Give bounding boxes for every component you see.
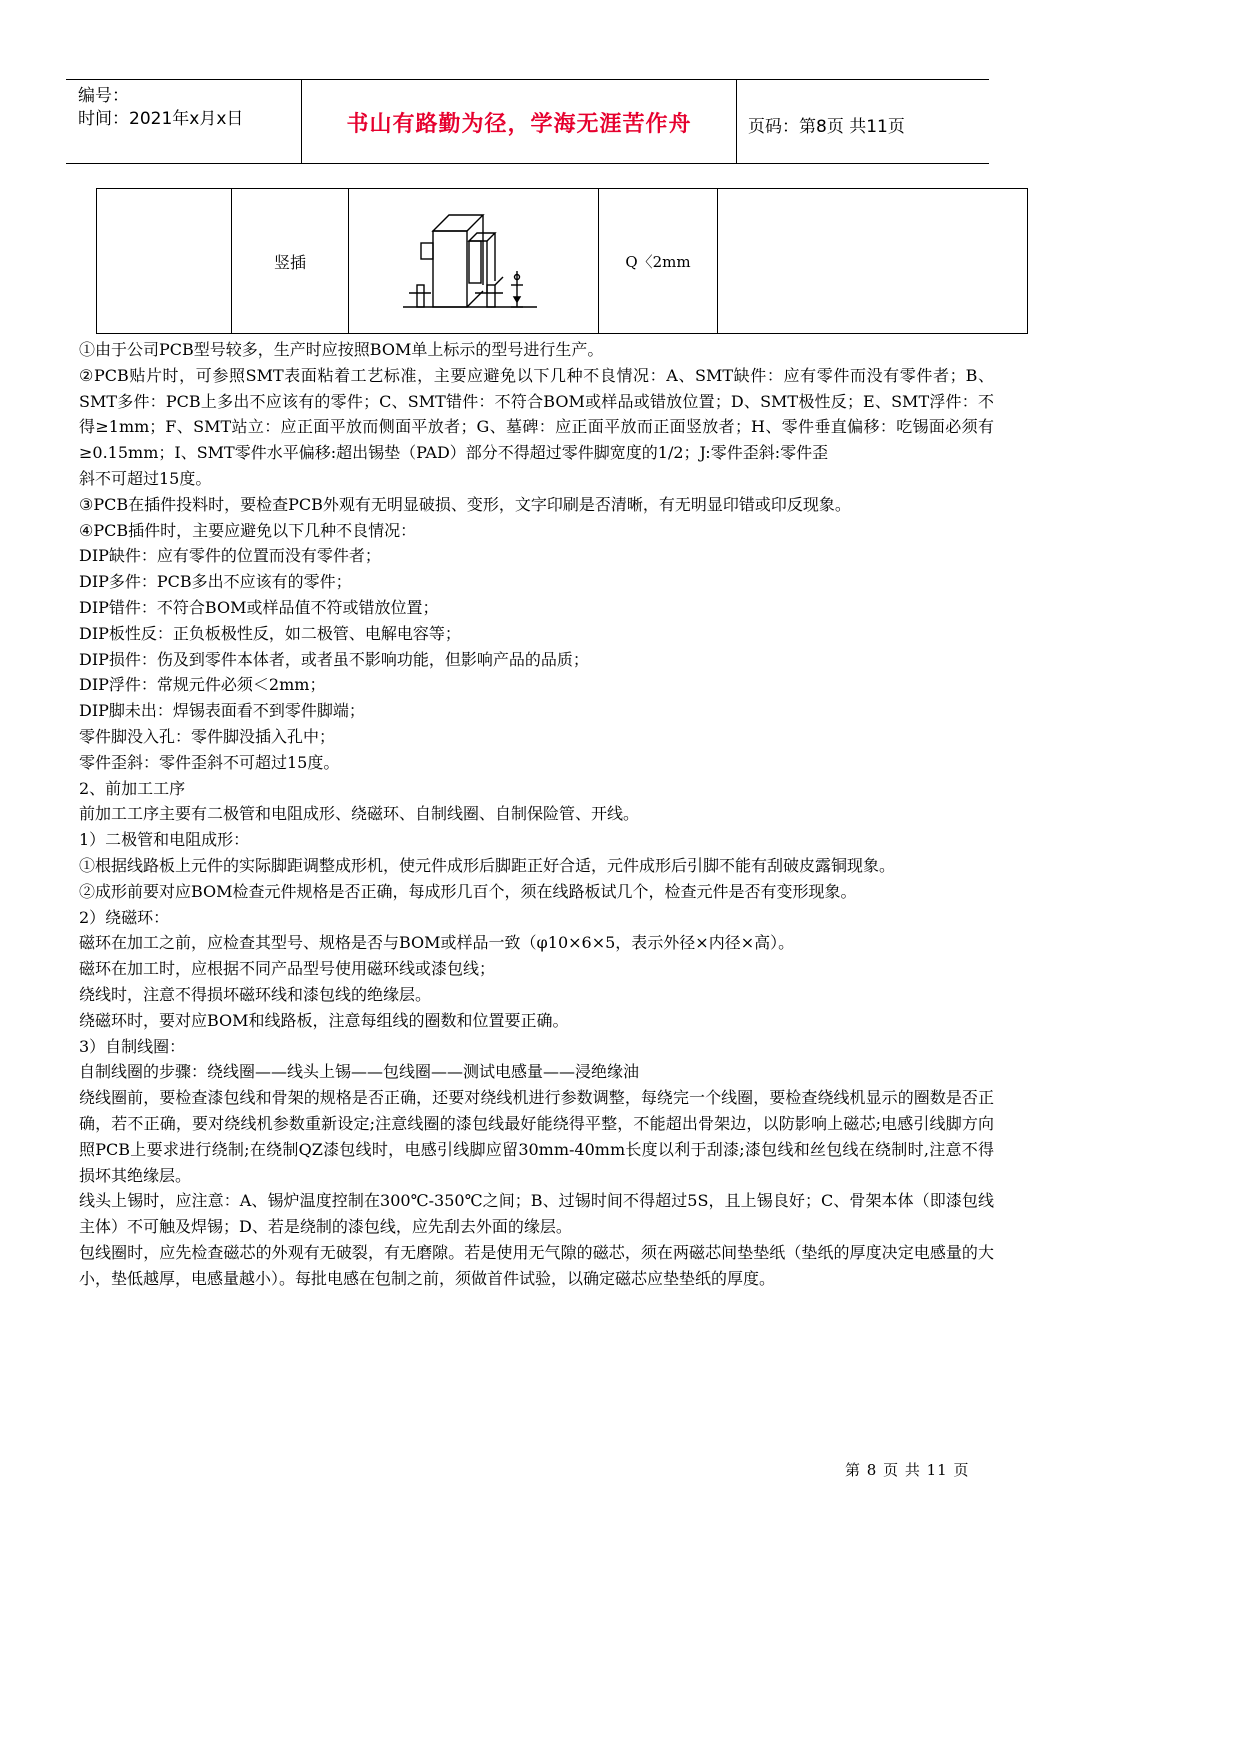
paragraph: 线头上锡时，应注意：A、锡炉温度控制在300℃-350℃之间；B、过锡时间不得超过5S，且上锡良好；C、骨架本体（即漆包线主体）不可触及焊锡；D、若是绕制的漆包线，应先刮去外面的缘层。 [79, 1191, 994, 1237]
table-cell-tolerance [598, 189, 717, 333]
paragraph: DIP缺件：应有零件的位置而没有零件者； [79, 546, 381, 566]
table-cell [97, 189, 231, 333]
paragraph: DIP损件：伤及到零件本体者，或者虽不影响功能，但影响产品的品质； [79, 649, 589, 669]
vertical-insert-component-diagram [399, 201, 549, 321]
document-body [79, 337, 994, 1291]
spec-table [96, 188, 1028, 334]
header-motto: 书山有路勤为径，学海无涯苦作舟 [346, 112, 692, 137]
paragraph: ④PCB插件时，主要应避免以下几种不良情况： [79, 520, 417, 540]
paragraph: ③PCB在插件投料时，要检查PCB外观有无明显破损、变形，文字印刷是否清晰，有无明显印错或印反现象。 [79, 494, 851, 514]
paragraph: ①由于公司PCB型号较多，生产时应按照BOM单上标示的型号进行生产。 [79, 340, 604, 359]
serial-label: 编号： [78, 86, 129, 106]
paragraph: ②成形前要对应BOM检查元件规格是否正确，每成形几百个，须在线路板试几个，检查元件是否有变形现象。 [79, 881, 857, 901]
paragraph: DIP多件：PCB多出不应该有的零件； [79, 572, 352, 592]
subsection-heading: 1）二极管和电阻成形： [79, 830, 250, 850]
paragraph: ①根据线路板上元件的实际脚距调整成形机，使元件成形后脚距正好合适，元件成形后引脚不能有刮破皮露铜现象。 [79, 855, 896, 875]
table-cell [717, 189, 1028, 333]
subsection-heading: 3）自制线圈： [79, 1036, 186, 1056]
table-cell-diagram [348, 189, 598, 333]
paragraph: 自制线圈的步骤：绕线圈——线头上锡——包线圈——测试电感量——浸绝缘油 [79, 1062, 640, 1082]
paragraph: 磁环在加工时，应根据不同产品型号使用磁环线或漆包线； [79, 959, 496, 979]
paragraph: 零件脚没入孔：零件脚没插入孔中； [79, 726, 336, 746]
section-heading: 2、前加工工序 [79, 778, 186, 798]
header-meta [78, 85, 243, 131]
paragraph: 包线圈时，应先检查磁芯的外观有无破裂，有无磨隙。若是使用无气隙的磁芯，须在两磁芯间垫垫纸（垫纸的厚度决定电感量的大小，垫低越厚，电感量越小）。每批电感在包制之前，须做首件试验，以确定磁芯应垫垫纸的厚度。 [79, 1242, 994, 1288]
paragraph: DIP脚未出：焊锡表面看不到零件脚端； [79, 701, 365, 721]
tolerance-value: Q〈2mm [625, 252, 691, 271]
paragraph: 斜不可超过15度。 [79, 468, 212, 488]
page-header [66, 79, 989, 164]
paragraph: DIP错件：不符合BOM或样品值不符或错放位置； [79, 597, 439, 617]
paragraph: 磁环在加工之前，应检查其型号、规格是否与BOM或样品一致（φ10×6×5，表示外径×内径×高）。 [79, 933, 795, 953]
time-label: 时间：2021年x月x日 [78, 109, 244, 129]
paragraph: DIP浮件：常规元件必须＜2mm； [79, 675, 326, 695]
paragraph: 绕线圈前，要检查漆包线和骨架的规格是否正确，还要对绕线机进行参数调整，每绕完一个线圈，要检查绕线机显示的圈数是否正确，若不正确，要对绕线机参数重新设定;注意线圈的漆包线最好能绕得平整，不能超出骨架边，以防影响上磁芯;电感引线脚方向照PCB上要求进行绕制;在绕制QZ漆包线时，电感引线脚应留30mm-40mm长度以利于刮漆;漆包线和丝包线在绕制时,注意不得损坏其绝缘层。 [79, 1088, 994, 1185]
paragraph: ②PCB贴片时，可参照SMT表面粘着工艺标准，主要应避免以下几种不良情况：A、SMT缺件：应有零件而没有零件者；B、SMT多件：PCB上多出不应该有的零件；C、SMT错件：不符合BOM或样品或错放位置；D、SMT极性反；E、SMT浮件：不得≥1mm；F、SMT站立：应正面平放而侧面平放者；G、墓碑：应正面平放而正面竖放者；H、零件垂直偏移：吃锡面必须有≥0.15mm；I、SMT零件水平偏移:超出锡垫（PAD）部分不得超过零件脚宽度的1/2；J:零件歪斜:零件歪 [79, 365, 994, 463]
paragraph: DIP板性反：正负板极性反，如二极管、电解电容等； [79, 623, 461, 643]
insert-type-label: 竖插 [273, 252, 306, 272]
subsection-heading: 2）绕磁环： [79, 907, 170, 927]
paragraph: 绕线时，注意不得损坏磁环线和漆包线的绝缘层。 [79, 984, 432, 1004]
header-page-info: 页码：第8页 共11页 [748, 117, 905, 137]
paragraph: 前加工工序主要有二极管和电阻成形、绕磁环、自制线圈、自制保险管、开线。 [79, 804, 640, 824]
paragraph: 零件歪斜：零件歪斜不可超过15度。 [79, 752, 340, 772]
page-footer: 第 8 页 共 11 页 [845, 1461, 970, 1479]
header-divider [736, 80, 737, 163]
table-cell-insert-type [231, 189, 348, 333]
paragraph: 绕磁环时，要对应BOM和线路板，注意每组线的圈数和位置要正确。 [79, 1010, 569, 1030]
